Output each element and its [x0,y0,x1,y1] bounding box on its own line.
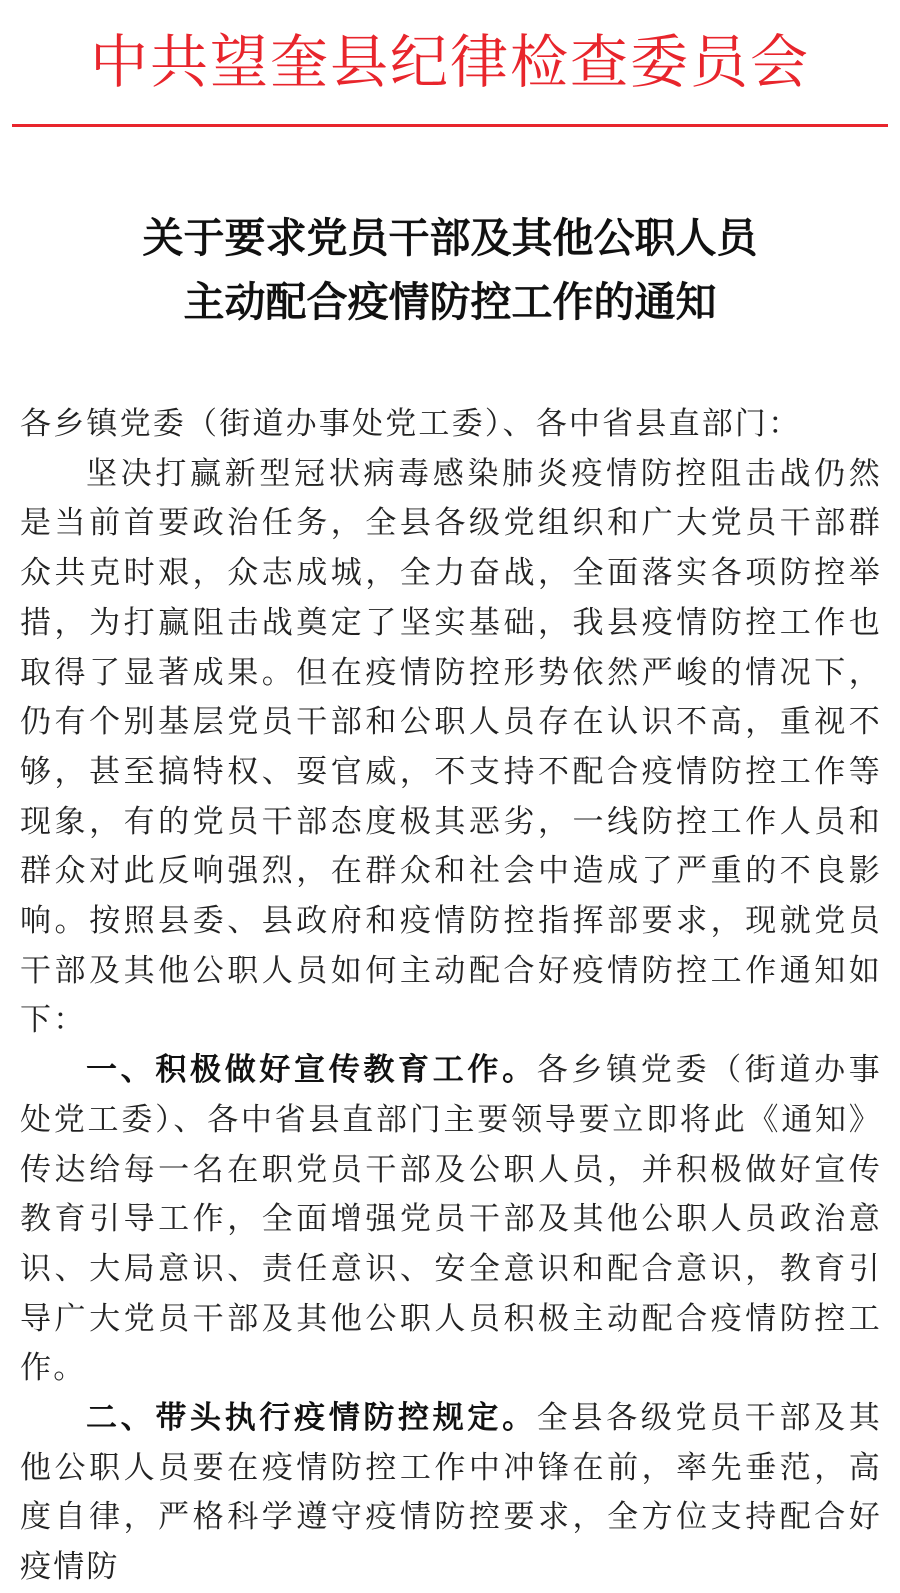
section-2-paragraph [20,1394,882,1593]
document-title-line-2: 主动配合疫情防控工作的通知 [183,278,717,326]
masthead-red-rule [12,124,888,127]
document-title-line-1: 关于要求党员干部及其他公职人员 [142,214,758,262]
section-1-heading: 一、积极做好宣传教育工作。 [86,1052,537,1089]
section-2-text: 全县各级党员干部及其他公职人员要在疫情防控工作中冲锋在前，率先垂范，高度自律，严格科学遵守疫情防控要求，全方位支持配合好疫情防 [20,1400,882,1586]
intro-paragraph: 坚决打赢新型冠状病毒感染肺炎疫情防控阻击战仍然是当前首要政治任务，全县各级党组织和广大党员干部群众共克时艰，众志成城，全力奋战，全面落实各项防控举措，为打赢阻击战奠定了坚实基础，我县疫情防控工作也取得了显著成果。但在疫情防控形势依然严峻的情况下，仍有个别基层党员干部和公职人员存在认识不高，重视不够，甚至搞特权、耍官威，不支持不配合疫情防控工作等现象，有的党员干部态度极其恶劣，一线防控工作人员和群众对此反响强烈，在群众和社会中造成了严重的不良影响。按照县委、县政府和疫情防控指挥部要求，现就党员干部及其他公职人员如何主动配合好疫情防控工作通知如下： [20,455,882,1039]
section-1-paragraph [20,1046,882,1394]
masthead-organization-name: 中共望奎县纪律检查委员会 [89,28,810,96]
section-2-heading: 二、带头执行疫情防控规定。 [86,1400,537,1437]
section-1-text: 各乡镇党委（街道办事处党工委）、各中省县直部门主要领导要立即将此《通知》传达给每一名在职党员干部及公职人员，并积极做好宣传教育引导工作，全面增强党员干部及其他公职人员政治意识、大局意识、责任意识、安全意识和配合意识，教育引导广大党员干部及其他公职人员积极主动配合疫情防控工作。 [20,1052,882,1387]
document-body [20,400,882,1593]
salutation: 各乡镇党委（街道办事处党工委）、各中省县直部门： [20,406,802,442]
